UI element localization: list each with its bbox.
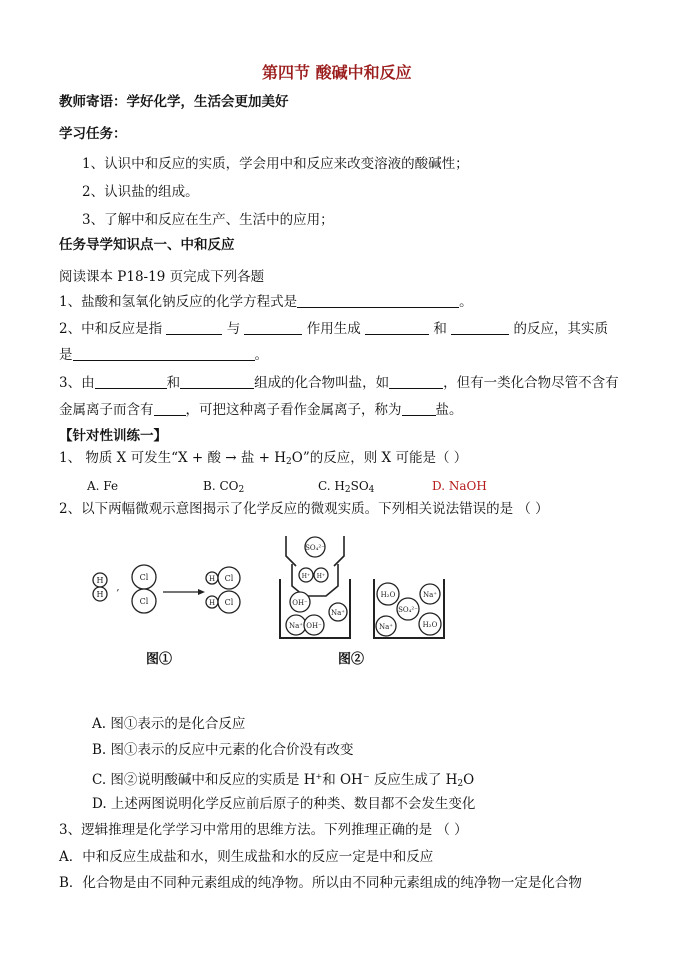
atom-label: Cl [139,573,149,582]
p2-c-text: C. 图②说明酸碱中和反应的实质是 H [92,772,316,788]
q3-blank-5[interactable] [402,401,436,416]
p1-option-a[interactable]: A. Fe [87,479,119,493]
p1-option-c[interactable] [318,477,374,499]
ion-label: OH⁻ [292,599,308,607]
p1-option-d[interactable]: D. NaOH [432,479,487,493]
ion-label: Na⁺ [423,591,437,599]
p2-c-sup: − [362,772,370,781]
q3-text: 和 [166,375,181,391]
atom-label: H [96,576,104,585]
p1-b-text: B. CO [203,479,239,493]
task-item: 1、认识中和反应的实质，学会用中和反应来改变溶液的酸碱性； [82,156,469,172]
q2-blank-2[interactable] [244,320,302,335]
p2-c-text: 和 OH [322,772,363,788]
p2-option-d[interactable]: D. 上述两图说明化学反应前后原子的种类、数目都不会发生变化 [92,796,476,812]
svg-text:,: , [116,582,120,593]
atom-label: Cl [139,597,149,606]
ion-label: SO₄²⁻ [305,544,325,552]
atom-label: Cl [224,598,234,607]
ion-label: SO₄²⁻ [398,606,418,614]
p2-option-c[interactable] [92,768,474,793]
ion-label: H₂O [422,621,438,629]
q2-text: 和 [433,321,447,337]
q2-blank-3[interactable] [365,320,429,335]
figure-2-caption: 图② [338,652,365,667]
figure-1-diagram [88,560,258,630]
task-item: 2、认识盐的组成。 [82,184,199,200]
p1-c-sub: 2 [344,485,351,495]
q2-text: 是 [59,347,73,363]
ion-label: Na⁺ [289,622,303,630]
tasks-heading: 学习任务： [59,126,127,142]
q3-blank-2[interactable] [180,374,254,389]
p2-c-text: 反应生成了 H [369,772,458,788]
question-2-line1 [59,320,608,338]
atom-label: H [208,575,216,583]
atom-label: H [208,599,216,607]
p1-c-text: C. H [318,479,345,493]
ion-label: H₂O [380,591,396,599]
q3-text: ，但有一类化合物尽管不含有 [443,375,619,391]
practice-3-stem: 3、逻辑推理是化学学习中常用的思维方法。下列推理正确的是 （ ） [59,822,468,838]
figure-1-caption: 图① [146,652,173,667]
p2-option-a[interactable]: A. 图①表示的是化合反应 [92,716,246,732]
ion-label: Na⁺ [379,623,393,631]
q3-blank-1[interactable] [95,374,167,389]
q2-blank-4[interactable] [451,320,509,335]
question-3-line2 [59,401,463,419]
q3-text: 组成的化合物叫盐，如 [254,375,390,391]
q1-text: 1、盐酸和氢氧化钠反应的化学方程式是 [59,294,298,310]
q2-text: 作用生成 [306,321,361,337]
q3-text: ，可把这种离子看作金属离子，称为 [185,402,402,418]
p3-option-b[interactable]: B．化合物是由不同种元素组成的纯净物。所以由不同种元素组成的纯净物一定是化合物 [59,875,582,891]
q2-text: 2、中和反应是指 [59,321,163,337]
p3-option-a[interactable]: A．中和反应生成盐和水，则生成盐和水的反应一定是中和反应 [59,849,434,865]
ion-label: Na⁺ [331,609,345,617]
q3-blank-3[interactable] [389,374,443,389]
ion-label: H⁺ [316,573,326,580]
q3-text: 盐。 [435,402,463,418]
knowledge-heading: 任务导学知识点一、中和反应 [59,237,235,253]
p1-stem-text: O”的反应，则 X 可能是（ ） [291,450,468,466]
p1-c-text: SO [350,479,369,493]
figure-2-diagram [274,534,474,644]
p2-c-text: O [463,772,475,788]
teacher-message: 教师寄语：学好化学，生活会更加美好 [59,94,289,110]
p1-b-sub: 2 [238,485,245,495]
practice-2-stem: 2、以下两幅微观示意图揭示了化学反应的微观实质。下列相关说法错误的是 （ ） [59,501,549,517]
p2-option-b[interactable]: B. 图①表示的反应中元素的化合价没有改变 [92,742,354,758]
practice-1-stem [59,449,467,471]
q1-end: 。 [459,294,473,310]
ion-label: H⁺ [301,573,311,580]
p2-c-sub: 2 [457,779,464,789]
q3-text: 金属离子而含有 [59,402,154,418]
q2-text: 与 [226,321,241,337]
p1-stem-text: 1、 物质 X 可发生“X + 酸 → 盐 + H [59,450,287,466]
q1-blank[interactable] [297,293,459,308]
page-title: 第四节 酸碱中和反应 [262,63,412,82]
p2-c-sup: + [315,772,323,781]
task-item: 3、了解中和反应在生产、生活中的应用； [82,212,334,228]
q2-blank-1[interactable] [166,320,222,335]
p1-stem-sub: 2 [286,457,292,467]
q2-end: 。 [254,347,268,363]
p1-c-sub: 4 [368,485,375,495]
p1-option-b[interactable] [203,477,244,499]
q3-blank-4[interactable] [154,401,186,416]
question-1 [59,293,473,311]
reading-instruction: 阅读课本 P18-19 页完成下列各题 [59,269,265,285]
atom-label: H [96,590,104,599]
q2-text: 的反应，其实质 [513,321,608,337]
dropper-funnel [292,564,338,596]
ion-label: OH⁻ [306,622,322,630]
q2-blank-5[interactable] [73,346,255,361]
question-2-line2 [59,346,268,364]
atom-label: Cl [224,574,234,583]
question-3-line1 [59,374,619,392]
q3-text: 3、由 [59,375,95,391]
practice-heading: 【针对性训练一】 [59,428,167,444]
